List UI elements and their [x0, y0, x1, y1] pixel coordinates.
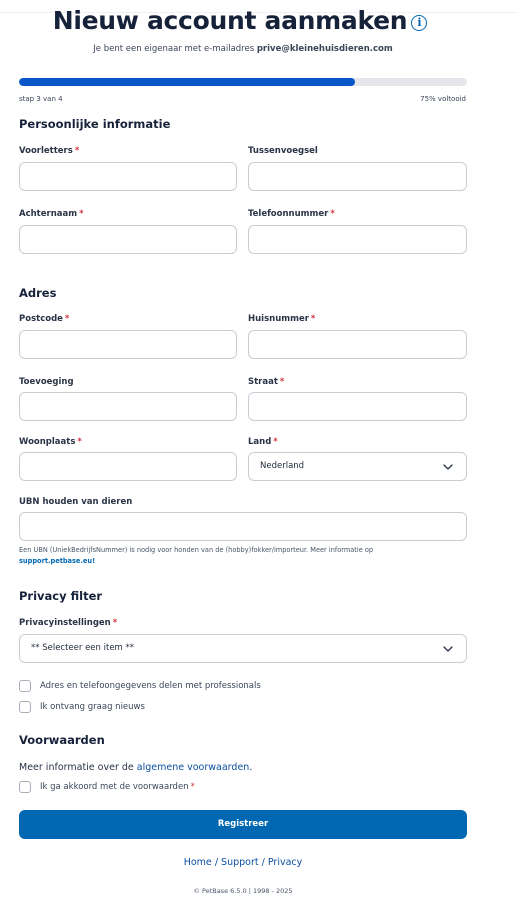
progress-fill	[19, 78, 355, 86]
share-data-label: Adres en telefoongegevens delen met professionals	[40, 681, 261, 691]
tussenvoegsel-input[interactable]	[248, 162, 467, 191]
newsletter-label: Ik ontvang graag nieuws	[40, 702, 145, 712]
land-label: Land *	[248, 437, 278, 447]
footer-home-link[interactable]: Home	[183, 857, 212, 868]
privacy-settings-select[interactable]	[19, 634, 467, 663]
support-link[interactable]: support.petbase.eu!	[19, 557, 96, 565]
terms-info: Meer informatie over de algemene voorwaarden.	[19, 762, 253, 773]
privacy-settings-label: Privacyinstellingen *	[19, 618, 118, 628]
land-select[interactable]	[248, 452, 467, 481]
voorletters-input[interactable]	[19, 162, 237, 191]
terms-agree-label: Ik ga akkoord met de voorwaarden *	[40, 782, 195, 792]
toevoeging-input[interactable]	[19, 392, 237, 421]
page-subtitle: Je bent een eigenaar met e-mailadres prive@kleinehuisdieren.com	[93, 44, 393, 54]
achternaam-label: Achternaam *	[19, 209, 84, 219]
progress-bar	[19, 78, 467, 86]
section-address-heading: Adres	[19, 286, 57, 300]
straat-input[interactable]	[248, 392, 467, 421]
privacy-settings-value: ** Selecteer een item **	[31, 643, 135, 653]
newsletter-checkbox-row[interactable]	[19, 700, 145, 714]
voorletters-label: Voorletters *	[19, 146, 80, 156]
register-button[interactable]: Registreer	[19, 810, 467, 839]
woonplaats-input[interactable]	[19, 452, 237, 481]
telefoonnummer-label: Telefoonnummer *	[248, 209, 335, 219]
telefoonnummer-input[interactable]	[248, 225, 467, 254]
achternaam-input[interactable]	[19, 225, 237, 254]
tussenvoegsel-label: Tussenvoegsel	[248, 146, 318, 156]
terms-checkbox-row[interactable]	[19, 780, 195, 794]
progress-percent-text: 75% voltooid	[420, 95, 466, 103]
terms-link[interactable]: algemene voorwaarden	[136, 762, 250, 773]
section-privacy-heading: Privacy filter	[19, 589, 103, 603]
ubn-input[interactable]	[19, 512, 467, 541]
terms-checkbox[interactable]	[19, 781, 31, 793]
huisnummer-label: Huisnummer *	[248, 314, 316, 324]
straat-label: Straat *	[248, 377, 285, 387]
page-title: Nieuw account aanmaken i	[0, 6, 480, 35]
progress-step-text: stap 3 van 4	[19, 95, 63, 103]
section-personal-heading: Persoonlijke informatie	[19, 117, 171, 131]
woonplaats-label: Woonplaats *	[19, 437, 82, 447]
footer-support-link[interactable]: Support	[221, 857, 259, 868]
owner-email: prive@kleinehuisdieren.com	[256, 44, 393, 54]
ubn-label: UBN houden van dieren	[19, 497, 133, 507]
section-terms-heading: Voorwaarden	[19, 733, 105, 747]
footer-links: Home / Support / Privacy	[183, 857, 303, 868]
footer-privacy-link[interactable]: Privacy	[267, 857, 303, 868]
copyright: © PetBase 6.5.0 | 1998 - 2025	[193, 887, 293, 895]
postcode-label: Postcode *	[19, 314, 70, 324]
toevoeging-label: Toevoeging	[19, 377, 74, 387]
huisnummer-input[interactable]	[248, 330, 467, 359]
chevron-down-icon	[442, 643, 454, 655]
info-icon[interactable]: i	[411, 15, 427, 31]
share-data-checkbox-row[interactable]	[19, 679, 261, 693]
postcode-input[interactable]	[19, 330, 237, 359]
ubn-hint: Een UBN (UniekBedrijfsNummer) is nodig voor honden van de (hobby)fokker/importeur. Meer informatie op support.petbase.eu!	[19, 546, 374, 565]
newsletter-checkbox[interactable]	[19, 701, 31, 713]
land-select-value: Nederland	[260, 461, 305, 471]
share-data-checkbox[interactable]	[19, 680, 31, 692]
chevron-down-icon	[442, 461, 454, 473]
